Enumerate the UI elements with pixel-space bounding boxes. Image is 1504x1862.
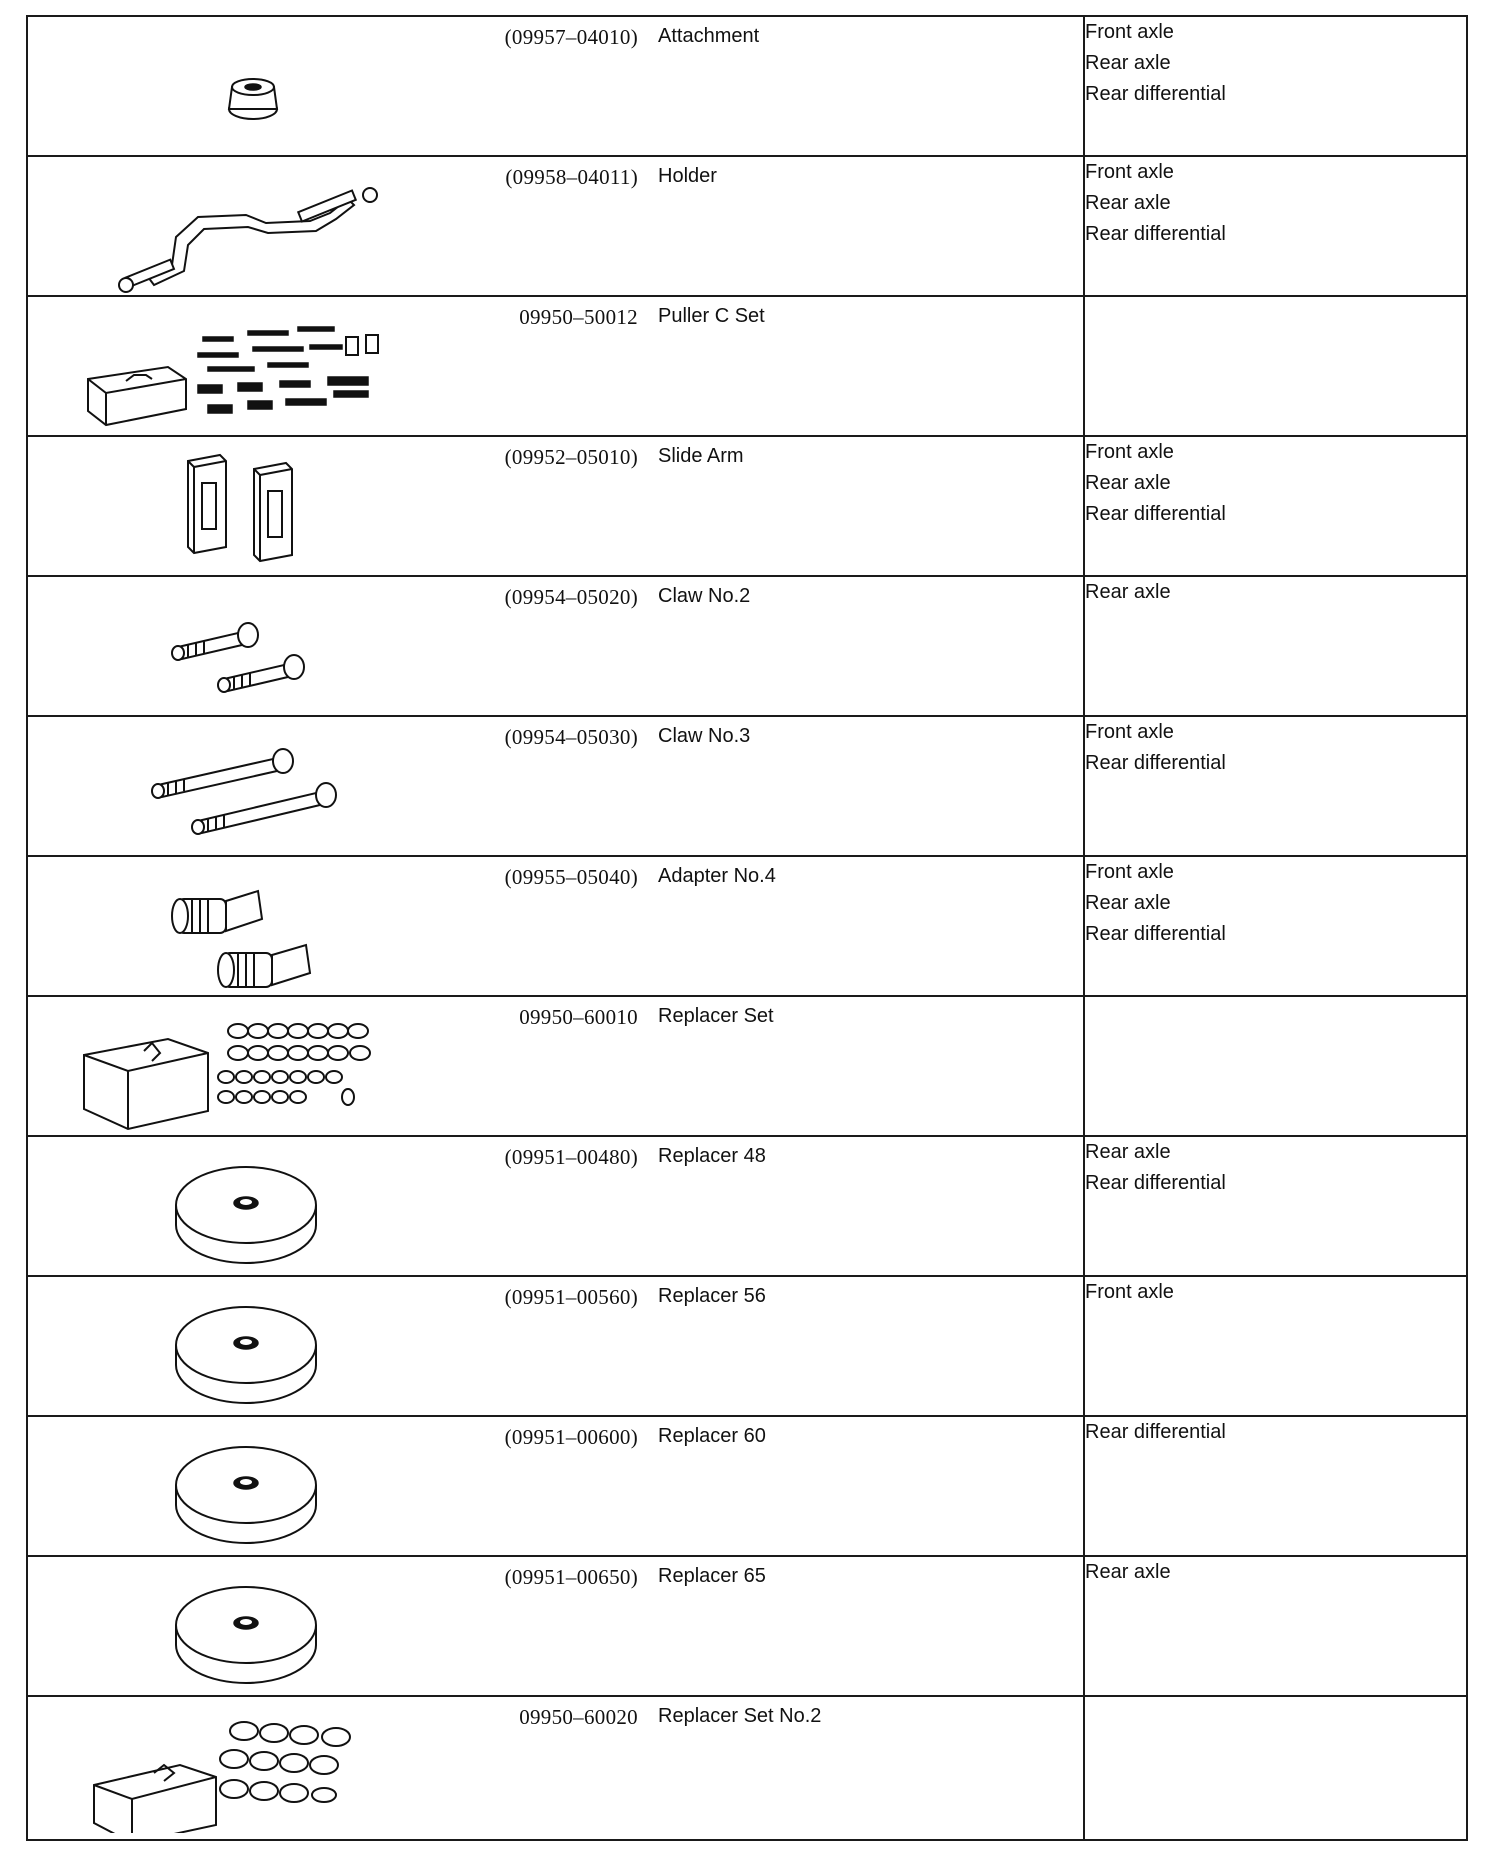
usage-item: Rear differential: [1085, 83, 1226, 105]
tool-row: [27, 856, 1467, 996]
claw-icon: [48, 581, 448, 713]
usage-cell: [1084, 1136, 1467, 1276]
usage-cell: [1084, 1276, 1467, 1416]
part-number: (09951–00600): [504, 1425, 638, 1449]
part-number: 09950–60010: [519, 1005, 638, 1029]
part-number: 09950–50012: [519, 305, 638, 329]
part-number: (09955–05040): [504, 865, 638, 889]
part-number: (09954–05030): [504, 725, 638, 749]
tool-cell: [27, 716, 1084, 856]
tool-row: [27, 576, 1467, 716]
part-number: (09957–04010): [504, 25, 638, 49]
special-service-tools-table: [26, 15, 1468, 1841]
part-number: (09954–05020): [504, 585, 638, 609]
usage-cell: [1084, 996, 1467, 1136]
tool-row: [27, 1276, 1467, 1416]
part-number: 09950–60020: [519, 1705, 638, 1729]
tool-row: [27, 1556, 1467, 1696]
tool-cell: [27, 1696, 1084, 1840]
usage-item: Rear differential: [1085, 1172, 1226, 1194]
part-number: (09951–00560): [504, 1285, 638, 1309]
tool-row: [27, 436, 1467, 576]
usage-cell: [1084, 856, 1467, 996]
tool-cell: [27, 16, 1084, 156]
usage-item: Front axle: [1085, 1281, 1174, 1303]
tool-cell: [27, 856, 1084, 996]
replacer-disc-icon: [48, 1421, 448, 1553]
long-claw-icon: [48, 721, 448, 853]
part-name: Slide Arm: [658, 445, 744, 467]
part-name: Replacer 56: [658, 1285, 766, 1307]
part-number: (09951–00480): [504, 1145, 638, 1169]
usage-cell: [1084, 1556, 1467, 1696]
tool-cell: [27, 996, 1084, 1136]
attachment-icon: [48, 21, 448, 153]
tool-row: [27, 1416, 1467, 1556]
part-number: (09958–04011): [505, 165, 638, 189]
slide-arm-icon: [48, 441, 448, 573]
tool-cell: [27, 576, 1084, 716]
tool-row: [27, 156, 1467, 296]
part-number: (09952–05010): [504, 445, 638, 469]
usage-item: Rear axle: [1085, 472, 1171, 494]
tool-cell: [27, 156, 1084, 296]
replacer-disc-icon: [48, 1281, 448, 1413]
part-name: Claw No.2: [658, 585, 751, 607]
usage-item: Rear axle: [1085, 1561, 1171, 1583]
tool-cell: [27, 1276, 1084, 1416]
adapter-icon: [48, 861, 448, 993]
usage-item: Rear differential: [1085, 923, 1226, 945]
tool-row: [27, 1136, 1467, 1276]
usage-item: Front axle: [1085, 161, 1174, 183]
usage-item: Rear differential: [1085, 1421, 1226, 1443]
tool-cell: [27, 436, 1084, 576]
usage-cell: [1084, 1696, 1467, 1840]
usage-cell: [1084, 1416, 1467, 1556]
tool-cell: [27, 1136, 1084, 1276]
replacer-disc-icon: [48, 1141, 448, 1273]
usage-item: Front axle: [1085, 721, 1174, 743]
usage-item: Rear axle: [1085, 192, 1171, 214]
usage-cell: [1084, 296, 1467, 436]
tool-row: [27, 716, 1467, 856]
tool-cell: [27, 1416, 1084, 1556]
part-name: Replacer 48: [658, 1145, 766, 1167]
usage-item: Rear differential: [1085, 503, 1226, 525]
tool-table-sheet: [26, 15, 1466, 1847]
tool-cell: [27, 1556, 1084, 1696]
usage-item: Front axle: [1085, 861, 1174, 883]
usage-cell: [1084, 16, 1467, 156]
tool-row: [27, 1696, 1467, 1840]
usage-item: Rear differential: [1085, 752, 1226, 774]
part-name: Attachment: [658, 25, 760, 47]
usage-item: Rear differential: [1085, 223, 1226, 245]
holder-icon: [48, 161, 448, 293]
part-name: Replacer Set No.2: [658, 1705, 822, 1727]
part-name: Adapter No.4: [658, 865, 776, 887]
part-name: Replacer 65: [658, 1565, 766, 1587]
usage-item: Rear axle: [1085, 581, 1171, 603]
tool-row: [27, 996, 1467, 1136]
usage-cell: [1084, 436, 1467, 576]
part-name: Claw No.3: [658, 725, 751, 747]
replacer-set-icon: [48, 1001, 448, 1133]
part-name: Replacer 60: [658, 1425, 766, 1447]
usage-item: Front axle: [1085, 441, 1174, 463]
usage-item: Front axle: [1085, 21, 1174, 43]
replacer-disc-icon: [48, 1561, 448, 1693]
part-number: (09951–00650): [504, 1565, 638, 1589]
usage-cell: [1084, 576, 1467, 716]
usage-cell: [1084, 156, 1467, 296]
usage-item: Rear axle: [1085, 892, 1171, 914]
tool-cell: [27, 296, 1084, 436]
usage-cell: [1084, 716, 1467, 856]
part-name: Replacer Set: [658, 1005, 774, 1027]
puller-set-icon: [48, 301, 448, 433]
part-name: Holder: [658, 165, 717, 187]
replacer-set-2-icon: [48, 1701, 448, 1833]
tool-row: [27, 16, 1467, 156]
part-name: Puller C Set: [658, 305, 765, 327]
usage-item: Rear axle: [1085, 52, 1171, 74]
usage-item: Rear axle: [1085, 1141, 1171, 1163]
tool-row: [27, 296, 1467, 436]
